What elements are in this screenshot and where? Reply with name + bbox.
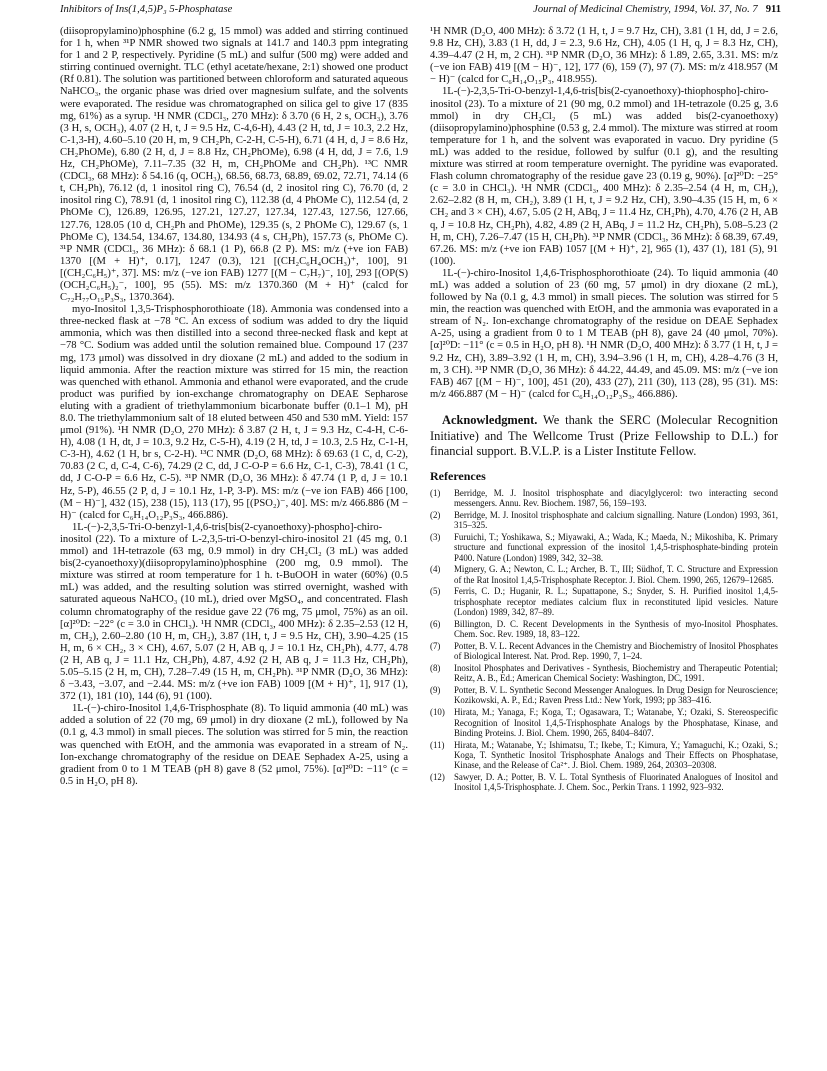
reference-number: (7) — [430, 640, 441, 651]
reference-number: (6) — [430, 618, 441, 629]
reference-item — [430, 564, 778, 585]
reference-text: Berridge, M. J. Inositol trisphosphate and diacylglycerol: two interacting second messengers. Annu. Rev. Biochem. 1987, 56, 159–193. — [454, 487, 778, 509]
reference-item — [430, 532, 778, 563]
acknowledgment-text: We thank the SERC (Molecular Recognition Initiative) and The Wellcome Trust (Prize Fellowship to D.L.) for financial support. B.V.L.P. is a Lister Institute Fellow. — [430, 412, 778, 459]
reference-number: (12) — [430, 772, 445, 782]
reference-text: Ferris, C. D.; Huganir, R. L.; Supattapone, S.; Snyder, S. H. Purified inositol 1,4,5-trisphosphate receptor mediates calcium flux in reconstituted lipid vesicles. Nature (London) 1989, 342, 87–89. — [454, 586, 778, 618]
paragraph-compound-24: 1L-(−)-chiro-Inositol 1,4,6-Trisphosphorothioate (24). To liquid ammonia (40 mL) was added a solution of 23 (60 mg, 57 μmol) in dry dioxane (2 mL), followed by Na (0.1 g, 4.3 mmol) in small pieces. The solution was stirred for 5 min, the reaction was quenched with EtOH, and the ammonia was evaporated in a stream of N₂. Ion-exchange chromatography of the residue on DEAE Sephadex A-25, using a gradient from 0 to 1 M TEAB (pH 8), gave 24 (40 μmol, 70%). [α]²⁰D: −11° (c = 0.5 in H₂O, pH 8). ¹H NMR (D₂O, 400 MHz): δ 3.77 (1 H, t, J = 9.2 Hz, CH), 3.89–3.92 (1 H, m, CH), 3.94–3.96 (1 H, m, CH), 4.28–4.76 (3 H, m, 3 CH). ³¹P NMR (D₂O, 36 MHz): δ 44.22, 44.49, and 45.09. MS: m/z (−ve ion FAB) 467 [(M − H)⁻, 100], 451 (20), 433 (27), 211 (30), 113 (28), 95 (31). MS: m/z 466.887 (M − H)⁻ (calcd for C₆H₁₄O₁₂P₃S₃, 466.886). — [430, 267, 778, 400]
right-column — [430, 26, 778, 794]
paragraph-compound-23: 1L-(−)-2,3,5-Tri-O-benzyl-1,4,6-tris[bis(2-cyanoethoxy)-thiophospho]-chiro-inositol (23). To a mixture of 21 (90 mg, 0.2 mmol) and 1H-tetrazole (0.25 g, 3.6 mmol) in dry CH₂Cl₂ (5 mL) was added bis(2-cyanoethoxy)(diisopropylamino)phosphine (0.53 g, 2.4 mmol). The mixture was stirred at room temperature for 1 h, and the solvent was evaporated in vacuo. Dry pyridine (5 mL) was added to the residue, followed by sulfur (0.1 g), and the resulting mixture was stirred at room temperature overnight. The pyridine was evaporated. Flash column chromatography of the residue gave 23 (0.19 g, 90%). [α]²⁰D: −25° (c = 3.0 in CHCl₃). ¹H NMR (CDCl₃, 400 MHz): δ 2.35–2.54 (4 H, m, CH₂), 2.62–2.82 (8 H, m, CH₂), 3.89 (1 H, t, J = 9.2 Hz, CH), 3.90–4.35 (15 H, m, 6 × CH₂ and 3 × CH), 4.67, 5.05 (2 H, ABq, J = 11.4 Hz, CH₂Ph), 4.70, 4.76 (2 H, AB q, J = 10.8 Hz, CH₂Ph), 4.82, 4.89 (2 H, ABq, J = 11.2 Hz, CH₂Ph), 5.08–5.23 (2 H, m, CH), 7.26–7.47 (15 H, CH₂Ph). ³¹P NMR (CDCl₃, 36 MHz): δ 68.39, 67.49, 67.26. MS: m/z (+ve ion FAB) 1057 [(M + H)⁺, 2], 965 (1), 437 (1), 181 (5), 91 (100). — [430, 86, 778, 267]
paragraph-compound-8: 1L-(−)-chiro-Inositol 1,4,6-Trisphosphate (8). To liquid ammonia (40 mL) was added a solution of 22 (70 mg, 69 μmol) in dry dioxane (2 mL), followed by Na (0.1 g, 4.3 mmol) in small pieces. The solution was stirred for 5 min, the reaction was quenched with EtOH, and the ammonia was evaporated in a stream of N₂. Ion-exchange chromatography of the residue on DEAE Sephadex A-25, using a gradient from 0 to 1 M TEAB (pH 8) gave 8 (52 μmol, 75%). [α]²⁰D: −11° (c = 0.5 in H₂O, pH 8). — [60, 703, 408, 787]
reference-number: (9) — [430, 685, 441, 696]
reference-number: (3) — [430, 531, 441, 542]
reference-number: (2) — [430, 509, 441, 520]
reference-number: (11) — [430, 739, 445, 750]
acknowledgment — [430, 413, 778, 460]
reference-item — [430, 707, 778, 738]
paragraph-compound-18: myo-Inositol 1,3,5-Trisphosphorothioate (18). Ammonia was condensed into a three-necked flask at −78 °C. An excess of sodium was added to dry the liquid ammonia, which was then distilled into a second three-necked flask and kept at −78 °C. Sodium was added until the solution remained blue. Compound 17 (237 mg, 173 μmol) was dissolved in dry dioxane (2 mL) and added to the sodium in liquid ammonia. After the reaction mixture was stirred for 15 min, the reaction was quenched with ethanol. Ammonia and ethanol were evaporated, and the crude product was purified by ion-exchange chromatography on DEAE Sepharose eluting with a gradient of triethylammonium bicarbonate buffer (0.1–1 M), pH 8.0. The triethylammonium salt of 18 eluted between 450 and 530 mM. Yield: 157 μmol (91%). ¹H NMR (D₂O, 270 MHz): δ 3.87 (2 H, t, J = 9.3 Hz, C-4-H, C-6-H), 4.08 (1 H, dt, J = 10.3, 9.2 Hz, C-5-H), 4.19 (2 H, td, J = 10.3, 2.5 Hz, C-1-H, C-3-H), 4.62 (1 H, br s, C-2-H). ¹³C NMR (D₂O, 68 MHz): δ 69.63 (1 C, d, C-2), 70.83 (2 C, d, C-4, C-6), 74.29 (2 C, dd, J C-O-P = 6.6 Hz, C-1, C-3), 78.41 (1 C, dd, J C-O-P = 6.6 Hz, C-5). ³¹P NMR (D₂O, 36 MHz): δ 47.74 (1 P, d, J = 10.1 Hz, 5-P), 46.55 (2 P, d, J = 10.1 Hz, 1-P, 3-P). MS: m/z (−ve ion FAB) 466 [100, (M − H)⁻], 432 (15), 238 (15), 113 (17), 95 [(PSO₂)⁻, 40]. MS: m/z 466.886 (M − H)⁻ (calcd for C₆H₁₄O₁₂P₃S₃, 466.886). — [60, 304, 408, 521]
reference-item — [430, 663, 778, 684]
reference-item — [430, 586, 778, 617]
reference-text: Hirata, M.; Yanaga, F.; Koga, T.; Ogasawara, T.; Watanabe, Y.; Ozaki, S. Stereospecific Recognition of Inositol 1,4,5-Trisphosphate Analogs by the Phosphatase, Kinase, and Binding Proteins. J. Biol. Chem. 1990, 265, 8404–8407. — [454, 707, 778, 738]
running-head — [60, 4, 781, 20]
reference-text: Furuichi, T.; Yoshikawa, S.; Miyawaki, A.; Wada, K.; Maeda, N.; Mikoshiba, K. Primary structure and functional expression of the inositol 1,4,5-trisphosphate-binding protein P400. Nature (London) 1989, 342, 32–38. — [454, 531, 778, 563]
reference-number: (1) — [430, 487, 441, 498]
reference-item — [430, 641, 778, 662]
reference-list — [430, 488, 778, 793]
reference-number: (5) — [430, 586, 441, 597]
left-column — [60, 26, 408, 788]
reference-item — [430, 488, 778, 509]
reference-text: Sawyer, D. A.; Potter, B. V. L. Total Synthesis of Fluorinated Analogues of Inositol and Inositol 1,4,5-Trisphosphate. J. Chem. Soc., Perkin Trans. 1 1992, 923–932. — [454, 772, 778, 793]
page-number: 911 — [765, 4, 781, 15]
reference-number: (10) — [430, 707, 445, 718]
reference-text: Berridge, M. J. Inositol trisphosphate and calcium signalling. Nature (London) 1993, 361, 315–325. — [454, 509, 778, 531]
references-heading: References — [430, 468, 486, 483]
reference-text: Mignery, G. A.; Newton, C. L.; Archer, B. T., III; Südhof, T. C. Structure and Expression of the Rat Inositol 1,4,5-Trisphosphate Receptor. J. Biol. Chem. 1990, 265, 12679–12685. — [454, 564, 778, 585]
paragraph-compound-17-continued: (diisopropylamino)phosphine (6.2 g, 15 mmol) was added and stirring continued for 1 h, when ³¹P NMR showed two signals at 141.7 and 140.3 ppm integrating for 1 and 2 P, respectively. Pyridine (5 mL) and sulfur (500 mg) were added and stirring continued overnight. TLC (ethyl acetate/hexane, 2:1) showed one product (Rf 0.81). The solution was partitioned between chloroform and saturated aqueous NaHCO₃, the organic phase was dried over magnesium sulfate, and the solvents were evaporated. The residue was chromatographed on silica gel to give 17 (835 mg, 61%) as a syrup. ¹H NMR (CDCl₃, 270 MHz): δ 3.70 (6 H, 2 s, OCH₃), 3.76 (3 H, s, OCH₃), 4.07 (2 H, t, J = 9.5 Hz, C-4,6-H), 4.43 (2 H, td, J = 10.3, 2.2 Hz, C-1,3-H), 4.60–5.10 (20 H, m, 9 CH₂Ph, C-2-H, C-5-H), 6.71 (4 H, d, J = 8.6 Hz, CH₂PhOMe), 6.80 (2 H, d, J = 8.8 Hz, CH₂PhOMe), 6.98 (4 H, dd, J = 7.6, 1.9 Hz, CH₂PhOMe), 7.11–7.35 (32 H, m, CH₂PhOMe and CH₂Ph). ¹³C NMR (CDCl₃, 68 MHz): δ 54.16 (q, OCH₃), 68.56, 68.73, 68.89, 69.02, 72.71, 74.14 (6 t, CH₂Ph), 76.12 (d, 1 inositol ring C), 76.54 (d, 2 inositol ring C), 76.70 (d, 2 inositol ring C), 78.91 (d, 1 inositol ring C), 112.38 (d, 4 PhOMe C), 112.54 (d, 2 PhOMe C), 126.89, 126.95, 127.21, 127.27, 127.34, 127.43, 127.56, 127.66, 127.76, 128.05 (10 d, CH₂Ph and PhOMe), 129.35 (s, 2 PhOMe C), 129.67 (s, 1 PhOMe C), 134.54, 134.67, 134.80, 134.93 (4 s, CH₂Ph), 157.73 (s, PhOMe C). ³¹P NMR (CDCl₃, 36 MHz): δ 68.1 (1 P), 66.8 (2 P). MS: m/z (+ve ion FAB) 1370 [(M + H)⁺, 0.17], 1247 (0.3), 121 [(CH₂C₆H₄OCH₃)⁺, 100], 91 [(CH₂C₆H₅)⁺, 37]. MS: m/z (−ve ion FAB) 1277 [(M − C₇H₇)⁻, 10], 293 [(OP(S)(OCH₂C₆H₅)₂⁻, 100], 95 (55). MS: m/z 1370.360 (M + H)⁺ (calcd for C₇₂H₇₇O₁₅P₃S₃, 1370.364). — [60, 26, 408, 304]
reference-item — [430, 510, 778, 531]
paragraph-compound-22: 1L-(−)-2,3,5-Tri-O-benzyl-1,4,6-tris[bis(2-cyanoethoxy)-phospho]-chiro-inositol (22). To a mixture of L-2,3,5-tri-O-benzyl-chiro-inositol 21 (45 mg, 0.1 mmol) and 1H-tetrazole (63 mg, 0.9 mmol) in dry CH₂Cl₂ (3 mL) was added bis(2-cyanoethoxy)(diisopropylamino)phosphine (200 mg, 0.9 mmol). The mixture was stirred at room temperature for 1 h. t-BuOOH in water (60%) (0.5 mL) was added, and the resulting solution was stirred overnight, washed with saturated aqueous NaHCO₃ (10 mL), dried over MgSO₄, and concentrated. Flash column chromatography of the residue gave 22 (76 mg, 75 μmol, 75%) as an oil. [α]²⁰D: −22° (c = 3.0 in CHCl₃). ¹H NMR (CDCl₃, 400 MHz): δ 2.35–2.53 (12 H, m, CH₂), 2.60–2.80 (10 H, m, CH₂), 3.87 (1H, t, J = 9.5 Hz, CH), 3.90–4.25 (15 H, m, 6 × CH₂, 3 × CH), 4.67, 5.07 (2 H, AB q, J = 10.1 Hz, CH₂Ph), 4.77, 4.78 (2 H, AB q, J = 11.1 Hz, CH₂Ph), 4.87, 4.92 (2 H, AB q, J = 11.3 Hz, CH₂Ph), 5.05–5.15 (2 H, m, CH), 7.28–7.49 (15 H, m, CH₂Ph). ³¹P NMR (D₂O, 36 MHz): δ −3.43, −3.07, and −2.44. MS: m/z (+ve ion FAB) 1009 [(M + H)⁺, 1], 917 (1), 372 (1), 181 (10), 144 (6), 91 (100). — [60, 521, 408, 703]
reference-number: (8) — [430, 663, 441, 674]
running-head-title: Inhibitors of Ins(1,4,5)P₃ 5-Phosphatase — [60, 4, 233, 15]
reference-item — [430, 772, 778, 793]
reference-number: (4) — [430, 564, 441, 575]
reference-item — [430, 740, 778, 771]
reference-text: Inositol Phosphates and Derivatives - Synthesis, Biochemistry and Therapeutic Potential; Reitz, A. B., Ed.; American Chemical Society: Washington, DC, 1991. — [454, 663, 778, 684]
acknowledgment-heading: Acknowledgment. — [442, 412, 538, 427]
paragraph-compound-8-continued: ¹H NMR (D₂O, 400 MHz): δ 3.72 (1 H, t, J = 9.7 Hz, CH), 3.81 (1 H, dd, J = 2.6, 9.8 Hz, CH), 3.83 (1 H, dd, J = 2.3, 9.6 Hz, CH), 4.05 (1 H, q, J = 8.3 Hz, CH), 4.39–4.47 (2 H, m, 2 CH). ³¹P NMR (D₂O, 36 MHz): δ 1.89, 2.65, 3.31. MS: m/z (−ve ion FAB) 419 [(M − H)⁻, 12], 177 (6), 159 (7), 97 (7). MS: m/z 418.957 (M − H)⁻ (calcd for C₆H₁₄O₁₅P₃, 418.955). — [430, 26, 778, 86]
journal-citation: Journal of Medicinal Chemistry, 1994, Vol. 37, No. 7 — [533, 4, 758, 15]
reference-item — [430, 619, 778, 640]
reference-text: Billington, D. C. Recent Developments in the Synthesis of myo-Inositol Phosphates. Chem. Soc. Rev. 1989, 18, 83–122. — [454, 618, 778, 640]
reference-text: Hirata, M.; Watanabe, Y.; Ishimatsu, T.; Ikebe, T.; Kimura, Y.; Yamaguchi, K.; Ozaki, S.; Koga, T. Synthetic Inositol Trisphosphate Analogs and Their Effects on Phosphatase, Kinase, and the Release of Ca²⁺. J. Biol. Chem. 1989, 264, 20303–20308. — [454, 739, 778, 771]
reference-item — [430, 685, 778, 706]
reference-text: Potter, B. V. L. Synthetic Second Messenger Analogues. In Drug Design for Neuroscience; Kozikowski, A. P., Ed.; Raven Press Ltd.: New York, 1993; pp 383–416. — [454, 685, 778, 706]
running-head-journal — [533, 4, 781, 15]
reference-text: Potter, B. V. L. Recent Advances in the Chemistry and Biochemistry of Inositol Phosphates of Biological Interest. Nat. Prod. Rep. 1990, 7, 1–24. — [454, 640, 778, 662]
